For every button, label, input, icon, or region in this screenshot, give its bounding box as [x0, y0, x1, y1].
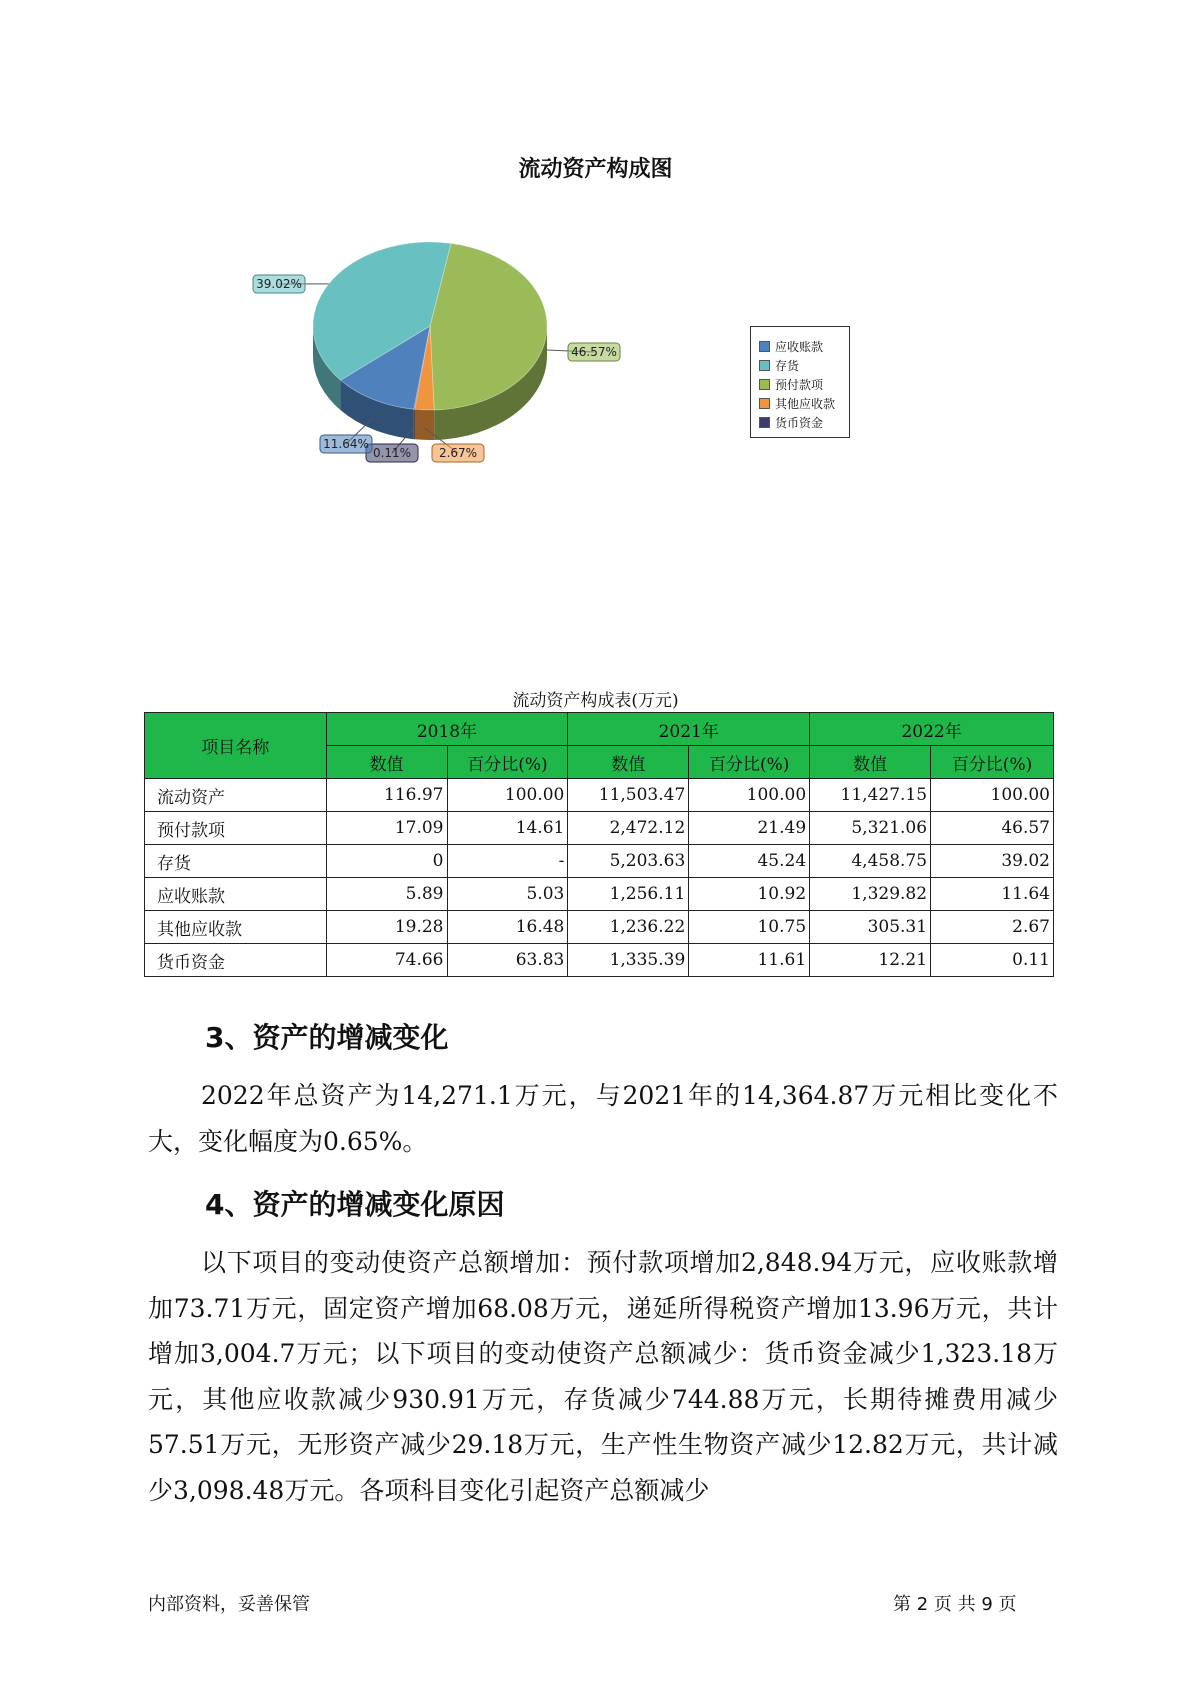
- legend-label: 存货: [775, 359, 800, 373]
- pie-slice-side: [415, 409, 435, 440]
- legend-swatch: [759, 360, 770, 371]
- row-cell: 2,472.12: [568, 812, 689, 845]
- row-cell: 100.00: [447, 779, 568, 812]
- row-cell: 0: [326, 845, 447, 878]
- data-label: 46.57%: [571, 345, 617, 359]
- row-cell: 16.48: [447, 911, 568, 944]
- section3-heading: 3、资产的增减变化: [205, 1021, 449, 1054]
- row-name: 流动资产: [145, 779, 327, 812]
- row-name: 应收账款: [145, 878, 327, 911]
- section4-paragraph: 以下项目的变动使资产总额增加：预付款项增加2,848.94万元，应收账款增加73.71万元，固定资产增加68.08万元，递延所得税资产增加13.96万元，共计增加3,004.7万元；以下项目的变动使资产总额减少：货币资金减少1,323.18万元，其他应收款减少930.91万元，存货减少744.88万元，长期待摊费用减少57.51万元，无形资产减少29.18万元，生产性生物资产减少12.82万元，共计减少3,098.48万元。各项科目变化引起资产总额减少: [148, 1248, 1058, 1505]
- row-cell: 46.57: [931, 812, 1054, 845]
- row-cell: 116.97: [326, 779, 447, 812]
- table-row: [145, 878, 1054, 911]
- table-row: [145, 944, 1054, 977]
- header-value: 数值: [326, 746, 447, 779]
- legend-item: [759, 375, 849, 394]
- header-percent: 百分比(%): [931, 746, 1054, 779]
- header-value: 数值: [568, 746, 689, 779]
- table-caption: 流动资产构成表(万元): [512, 691, 679, 711]
- row-cell: 5,203.63: [568, 845, 689, 878]
- row-cell: 11.61: [689, 944, 810, 977]
- row-cell: -: [447, 845, 568, 878]
- chart-title: 流动资产构成图: [518, 157, 673, 182]
- data-label: 2.67%: [438, 446, 478, 460]
- row-cell: 45.24: [689, 845, 810, 878]
- section3-paragraph: 2022年总资产为14,271.1万元，与2021年的14,364.87万元相比变化不大，变化幅度为0.65%。: [148, 1081, 1058, 1156]
- row-cell: 2.67: [931, 911, 1054, 944]
- legend-swatch: [759, 417, 770, 428]
- table-row: [145, 845, 1054, 878]
- header-percent: 百分比(%): [447, 746, 568, 779]
- section4-heading: 4、资产的增减变化原因: [205, 1188, 505, 1221]
- row-name: 货币资金: [145, 944, 327, 977]
- row-cell: 12.21: [810, 944, 931, 977]
- row-cell: 0.11: [931, 944, 1054, 977]
- table-row: [145, 911, 1054, 944]
- row-cell: 305.31: [810, 911, 931, 944]
- row-cell: 10.92: [689, 878, 810, 911]
- legend-item: [759, 337, 849, 356]
- row-cell: 1,329.82: [810, 878, 931, 911]
- pie-chart: [0, 0, 1191, 560]
- legend-item: [759, 394, 849, 413]
- legend-swatch: [759, 379, 770, 390]
- header-year: 2022年: [810, 713, 1054, 746]
- data-label: 11.64%: [323, 437, 369, 451]
- row-cell: 11.64: [931, 878, 1054, 911]
- data-label: 39.02%: [256, 277, 302, 291]
- row-cell: 100.00: [689, 779, 810, 812]
- table-row: [145, 812, 1054, 845]
- row-cell: 1,335.39: [568, 944, 689, 977]
- header-item-name: 项目名称: [145, 713, 327, 779]
- row-cell: 21.49: [689, 812, 810, 845]
- legend-label: 预付款项: [775, 378, 824, 392]
- row-cell: 19.28: [326, 911, 447, 944]
- legend-swatch: [759, 398, 770, 409]
- header-percent: 百分比(%): [689, 746, 810, 779]
- row-cell: 5,321.06: [810, 812, 931, 845]
- row-cell: 11,427.15: [810, 779, 931, 812]
- current-assets-table: [144, 712, 1054, 977]
- data-label: 0.11%: [372, 446, 412, 460]
- row-cell: 39.02: [931, 845, 1054, 878]
- row-cell: 74.66: [326, 944, 447, 977]
- chart-legend: [750, 326, 850, 438]
- row-name: 预付款项: [145, 812, 327, 845]
- pie-slice-side: [414, 409, 415, 439]
- legend-label: 应收账款: [775, 340, 824, 354]
- footer-confidential: 内部资料，妥善保管: [148, 1594, 310, 1615]
- legend-item: [759, 413, 849, 432]
- header-value: 数值: [810, 746, 931, 779]
- legend-label: 其他应收款: [775, 397, 836, 411]
- row-cell: 10.75: [689, 911, 810, 944]
- legend-swatch: [759, 341, 770, 352]
- row-cell: 63.83: [447, 944, 568, 977]
- row-name: 其他应收款: [145, 911, 327, 944]
- header-year: 2021年: [568, 713, 810, 746]
- row-cell: 17.09: [326, 812, 447, 845]
- row-name: 存货: [145, 845, 327, 878]
- row-cell: 14.61: [447, 812, 568, 845]
- row-cell: 11,503.47: [568, 779, 689, 812]
- legend-label: 货币资金: [775, 416, 824, 430]
- legend-item: [759, 356, 849, 375]
- row-cell: 1,256.11: [568, 878, 689, 911]
- row-cell: 5.03: [447, 878, 568, 911]
- row-cell: 1,236.22: [568, 911, 689, 944]
- row-cell: 4,458.75: [810, 845, 931, 878]
- footer-page-number: 第 2 页 共 9 页: [893, 1594, 1017, 1615]
- header-year: 2018年: [326, 713, 568, 746]
- row-cell: 100.00: [931, 779, 1054, 812]
- table-row: [145, 779, 1054, 812]
- row-cell: 5.89: [326, 878, 447, 911]
